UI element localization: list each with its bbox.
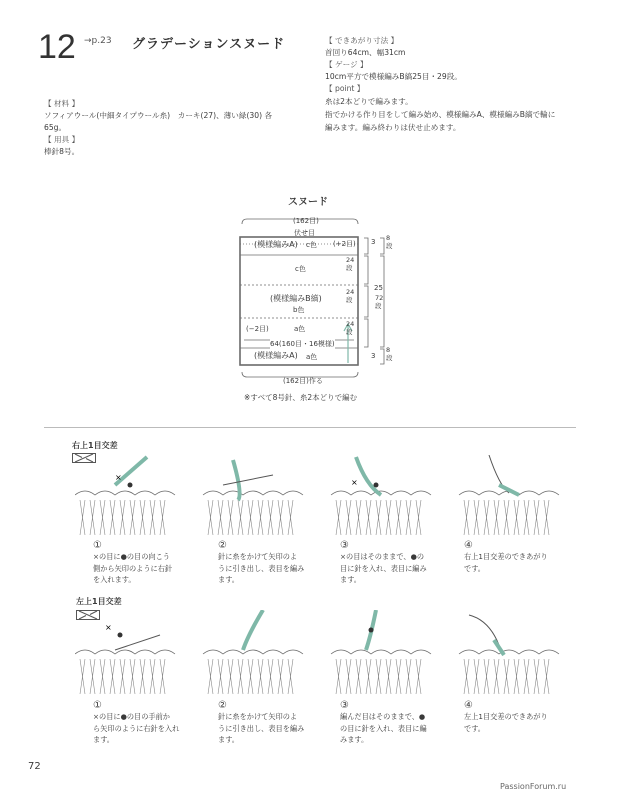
diagram-note: ※すべて8号針、糸2本どりで編む bbox=[244, 393, 358, 402]
plus-two: (+2目) bbox=[333, 240, 356, 248]
size-text: 首回り64cm、幅31cm bbox=[325, 48, 406, 57]
step3-illustration bbox=[331, 457, 431, 535]
s2-step2-illustration bbox=[203, 610, 303, 694]
s2-step3: ③ 編んだ目はそのままで、● の目に針を入れ、表目に編 みます。 bbox=[340, 700, 427, 744]
rows-24a: 24段 bbox=[346, 256, 355, 272]
s2-step3-illustration bbox=[331, 610, 431, 694]
section2-title: 左上1目交差 bbox=[76, 597, 122, 606]
circumference: 64(160目・16模様) bbox=[270, 338, 335, 351]
page-number: 72 bbox=[28, 761, 41, 772]
s2-step1: ① ×の目に●の目の手前か ら矢印のように右針を入れ ます。 bbox=[93, 700, 180, 744]
color-b: b色 bbox=[293, 306, 305, 314]
point-label: 【 point 】 bbox=[325, 84, 365, 93]
s1-step3: ③ ×の目はそのままで、●の 目に針を入れ、表目に編み ます。 bbox=[340, 540, 427, 584]
tools-text: 棒針8号。 bbox=[44, 147, 80, 156]
dim-twentyfive: 25 bbox=[374, 284, 383, 292]
point-line1: 糸は2本どりで編みます。 bbox=[325, 97, 413, 106]
color-c-top: c色 bbox=[306, 241, 317, 249]
page-reference: →p.23 bbox=[84, 36, 112, 46]
top-count: (162目) bbox=[293, 217, 319, 225]
materials-line1: ソフィアウール(中細タイプウール糸) カーキ(27)、薄い緑(30) 各 bbox=[44, 111, 273, 120]
step4-illustration bbox=[459, 455, 559, 535]
rows-24b: 24段 bbox=[346, 288, 355, 304]
minus-two: (−2目) bbox=[246, 325, 269, 333]
tools-label: 【 用具 】 bbox=[44, 135, 80, 144]
pattern-a-top: (模様編みA) bbox=[254, 240, 298, 249]
s1-step4: ④ 右上1目交差のできあがり です。 bbox=[464, 540, 548, 573]
color-a-bottom: a色 bbox=[306, 353, 318, 361]
color-a: a色 bbox=[294, 325, 306, 333]
point-line3: 編みます。編み終わりは伏せ止めます。 bbox=[325, 123, 461, 132]
size-label: 【 できあがり寸法 】 bbox=[325, 36, 399, 45]
dim-seventytwo: 72段 bbox=[375, 294, 384, 310]
gauge-label: 【 ゲージ 】 bbox=[325, 60, 368, 69]
pattern-title: グラデーションスヌード bbox=[132, 37, 286, 52]
section1-illustrations bbox=[75, 455, 575, 540]
pattern-b: (模様編みB縞) bbox=[270, 294, 322, 303]
s2-step4-illustration bbox=[459, 615, 559, 694]
s1-step1: ① ×の目に●の目の向こう 側から矢印のように右針 を入れます。 bbox=[93, 540, 173, 584]
s2-step2: ② 針に糸をかけて矢印のよ うに引き出し、表目を編み ます。 bbox=[218, 700, 305, 744]
bind-off-label: 伏せ目 bbox=[294, 229, 315, 237]
s2-step4: ④ 左上1目交差のできあがり です。 bbox=[464, 700, 548, 733]
rows-24c: 24段 bbox=[346, 320, 355, 336]
pattern-a-bottom: (模様編みA) bbox=[254, 351, 298, 360]
color-c: c色 bbox=[295, 265, 306, 273]
dim-three-bottom: 3 bbox=[371, 352, 376, 360]
watermark: PassionForum.ru bbox=[500, 782, 567, 791]
bottom-count: (162目)作る bbox=[283, 377, 323, 385]
point-line2: 指でかける作り目をして編み始め、模様編みA、模様編みB縞で輪に bbox=[325, 110, 556, 119]
svg-text:×: × bbox=[115, 473, 122, 482]
dim-three-top: 3 bbox=[371, 238, 376, 246]
step2-illustration bbox=[203, 460, 303, 535]
s1-step2: ② 針に糸をかけて矢印のよ うに引き出し、表目を編み ます。 bbox=[218, 540, 305, 584]
materials-label: 【 材料 】 bbox=[44, 99, 80, 108]
s2-step1-illustration bbox=[75, 623, 175, 694]
dim-eight-bottom: 8段 bbox=[386, 346, 393, 362]
pattern-number: 12 bbox=[38, 28, 76, 66]
diagram-title: スヌード bbox=[288, 197, 328, 208]
section2-illustrations bbox=[75, 610, 575, 698]
svg-text:×: × bbox=[105, 623, 112, 632]
step1-illustration bbox=[75, 457, 175, 535]
section-divider bbox=[44, 427, 576, 428]
materials-line2: 65g。 bbox=[44, 123, 67, 132]
dim-eight-top: 8段 bbox=[386, 234, 393, 250]
svg-text:×: × bbox=[351, 478, 358, 487]
gauge-text: 10cm平方で模様編みB縞25目・29段。 bbox=[325, 72, 462, 81]
section1-title: 右上1目交差 bbox=[72, 441, 118, 450]
